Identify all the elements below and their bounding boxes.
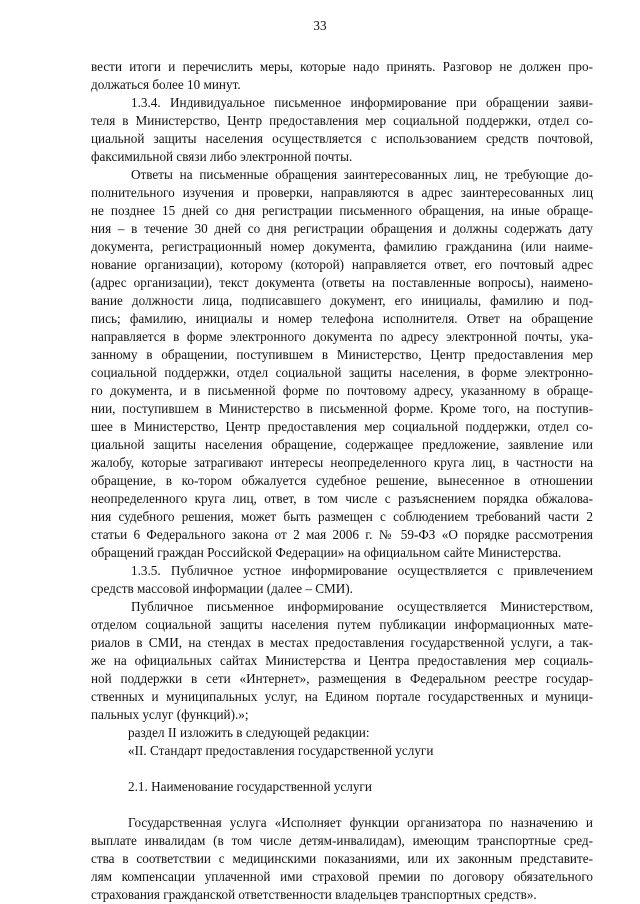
text-line: ния – в течение 30 дней со дня регистрации обращения и должны содержать дату bbox=[91, 221, 593, 236]
text-line: теля в Министерство, Центр предоставления мер социальной поддержки, отдел со- bbox=[91, 113, 593, 128]
text-line: (адрес организации), текст документа (ответы на поставленные вопросы), наимено- bbox=[91, 275, 593, 290]
text-line: вание должности лица, подписавшего документ, его инициалы, фамилию и под- bbox=[91, 293, 593, 308]
text-line: статьи 6 Федерального закона от 2 мая 2006 г. № 59-ФЗ «О порядке рассмотрения bbox=[91, 527, 593, 542]
text-line: обращение, в ко-тором обжалуется судебное решение, вынесенное в отношении bbox=[91, 473, 593, 488]
text-line: 1.3.5. Публичное устное информирование осуществляется с привлечением bbox=[131, 563, 593, 578]
text-line: го документа, и в письменной форме по почтовому адресу, указанному в обраще- bbox=[91, 383, 593, 398]
text-line: циальной защиты населения осуществляется с использованием средств почтовой, bbox=[91, 131, 593, 146]
text-line: жалобу, которые затрагивают интересы неопределенного круга лиц, в частности на bbox=[91, 455, 593, 470]
text-line: страхования гражданской ответственности владельцев транспортных средств». bbox=[91, 887, 537, 902]
text-line: раздел II изложить в следующей редакции: bbox=[128, 725, 370, 740]
text-line: нование организации), которому (которой) направляется ответ, его почтовый адрес bbox=[91, 257, 593, 272]
text-line: шее в Министерство, Центр предоставления мер социальной поддержки, отдел со- bbox=[91, 419, 593, 434]
text-line: факсимильной связи либо электронной почты. bbox=[91, 149, 353, 164]
text-line: Ответы на письменные обращения заинтересованных лиц, не требующие до- bbox=[131, 167, 593, 182]
text-line: риалов в СМИ, на стендах в местах предоставления государственной услуги, а так- bbox=[91, 635, 593, 650]
text-line: 1.3.4. Индивидуальное письменное информирование при обращении заяви- bbox=[131, 95, 593, 110]
text-line: Публичное письменное информирование осуществляется Министерством, bbox=[131, 599, 593, 614]
text-line: социальной поддержки, отдел социальной защиты населения, в форме электронно- bbox=[91, 365, 593, 380]
page-number: 33 bbox=[313, 18, 327, 33]
text-line: отделом социальной защиты населения путем публикации информационных мате- bbox=[91, 617, 593, 632]
text-line: направляется в форме электронного документа по адресу электронной почты, ука- bbox=[91, 329, 593, 344]
text-line: средств массовой информации (далее – СМИ). bbox=[91, 581, 353, 596]
text-line: вести итоги и перечислить меры, которые надо принять. Разговор не должен про- bbox=[91, 59, 593, 74]
text-line: пись; фамилию, инициалы и номер телефона исполнителя. Ответ на обращение bbox=[91, 311, 593, 326]
text-line: циальной защиты населения обращение, содержащее предложение, заявление или bbox=[91, 437, 593, 452]
text-line: лям компенсации уплаченной ими страховой премии по договору обязательного bbox=[91, 869, 593, 884]
section-heading: «II. Стандарт предоставления государственной услуги bbox=[128, 743, 434, 758]
text-line: полнительного изучения и проверки, направляются в адрес заинтересованных лиц bbox=[91, 185, 593, 200]
text-line: ства в соответствии с медицинскими показаниями, или их законным представите- bbox=[91, 851, 593, 866]
text-line: занному в обращении, поступившем в Министерство, Центр предоставления мер bbox=[91, 347, 593, 362]
text-line: обращений граждан Российской Федерации» на официальном сайте Министерства. bbox=[91, 545, 562, 560]
text-line: выплате инвалидам (в том числе детям-инвалидам), имеющим транспортные сред- bbox=[91, 833, 593, 848]
text-line: пальных услуг (функций).»; bbox=[91, 707, 249, 722]
text-line: неопределенного круга лиц, ответ, в том числе с разъяснением порядка обжалова- bbox=[91, 491, 593, 506]
text-line: не позднее 15 дней со дня регистрации письменного обращения, на иные обраще- bbox=[91, 203, 593, 218]
text-line: должаться более 10 минут. bbox=[91, 77, 241, 92]
text-line: ственных и муниципальных услуг, на Едином портале государственных и муници- bbox=[91, 689, 593, 704]
text-line: документа, регистрационный номер документа, фамилию гражданина (или наиме- bbox=[91, 239, 593, 254]
text-line: нии, поступившем в Министерство в письменной форме. Кроме того, на поступив- bbox=[91, 401, 593, 416]
text-line: Государственная услуга «Исполняет функции организатора по назначению и bbox=[128, 815, 593, 830]
text-line: же на официальных сайтах Министерства и Центра предоставления мер социаль- bbox=[91, 653, 593, 668]
text-line: ной поддержки в сети «Интернет», размещения в Федеральном реестре государ- bbox=[91, 671, 593, 686]
text-line: ния судебного решения, может быть размещен с соблюдением требований части 2 bbox=[91, 509, 593, 524]
subsection-heading: 2.1. Наименование государственной услуги bbox=[128, 779, 372, 794]
